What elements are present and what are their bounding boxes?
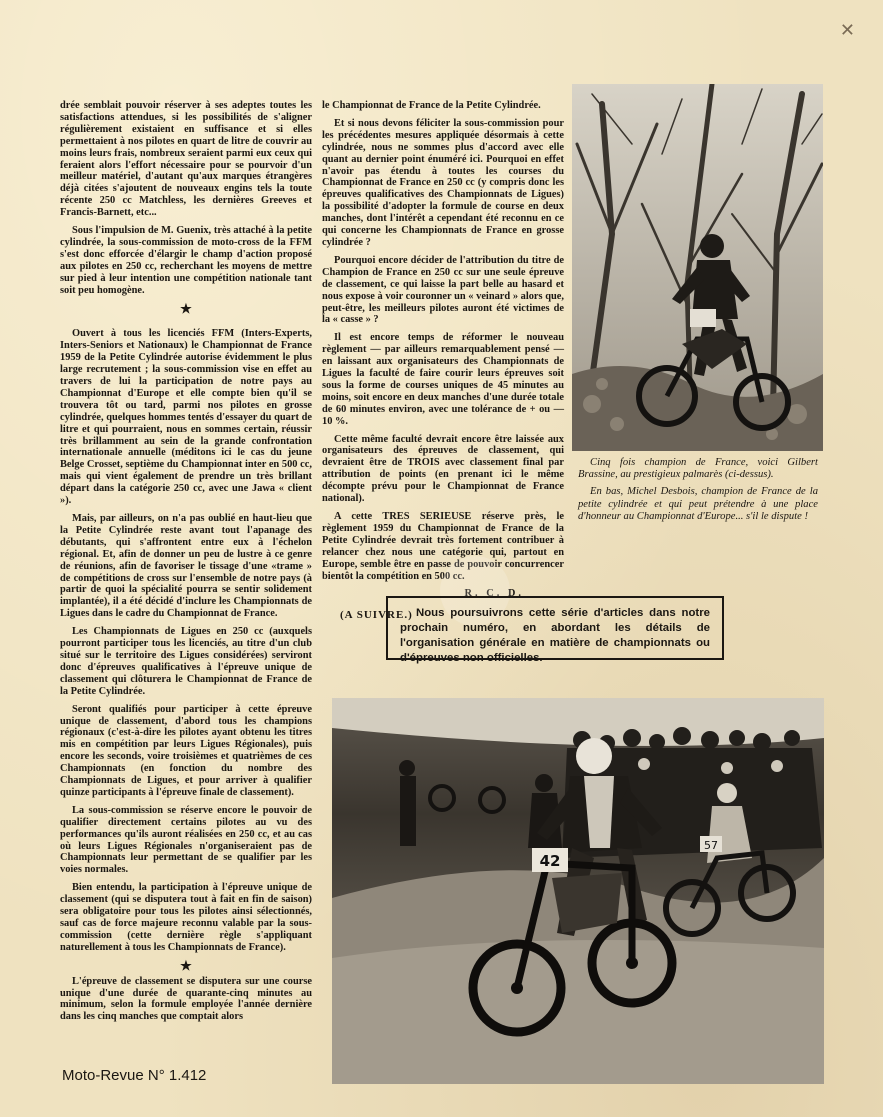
article-column-2 — [322, 100, 564, 622]
photo-caption — [578, 457, 818, 528]
photo-michel-desbois — [332, 698, 824, 1084]
author-byline: R. C. D. — [464, 588, 524, 600]
star-separator: ★ — [180, 300, 192, 316]
paragraph: Mais, par ailleurs, on n'a pas oublié en haut-lieu que la Petite Cylindrée reste avant tout l'apanage des débutants, qui s'affrontent entre eux à l'échelon régional. Et, afin de donner un peu de lustre à ce genre de réunions, afin de favoriser le tissage d'une «trame » de compétitions de cross sur l'ensemble de notre pays (à partir de quoi la spécialité pourra se sentir solidement implantée), il a été décidé d'inclure les Championnats de Ligues dans le cadre du Championnat de France. — [60, 513, 312, 620]
front-rider-number: 42 — [539, 852, 561, 870]
paragraph: Sous l'impulsion de M. Guenix, très attaché à la petite cylindrée, la sous-commission de moto-cross de la FFM s'est donc efforcée d'élargir le champ d'action proposé aux pilotes en 250 cc, recherchant les moyens de mettre sur pied à leur intention une compétition nationale tant soit peu homogène. — [60, 225, 312, 296]
photo-race-scene — [332, 698, 824, 1084]
star-separator: ★ — [180, 957, 192, 973]
magazine-footer: Moto-Revue N° 1.412 — [62, 1067, 207, 1084]
photo-gilbert-brassine — [572, 84, 823, 451]
paragraph: Pourquoi encore décider de l'attribution du titre de Champion de France en 250 cc sur une seule épreuve de classement, ce qui laisse la part belle au hasard et nous expose à voir couronner un « veinard » alors que, peut-être, les meilleurs pilotes auront été victimes de la « casse » ? — [322, 254, 564, 326]
paragraph: Bien entendu, la participation à l'épreuve unique de classement (qui se disputera tout à fait en fin de saison) sera obligatoire pour tous les pilotes ainsi sélectionnés, sauf cas de force majeure reconnu valable par la sous-commission (cette dernière règle s'appliquant naturellement à tous les Championnats de France). — [60, 882, 312, 953]
next-issue-notice: Nous poursuivrons cette série d'articles dans notre prochain numéro, en abordant les détails de l'organisation générale en matière de championnats ou d'épreuves non officielles. — [386, 596, 724, 660]
paragraph: L'épreuve de classement se disputera sur une course unique d'une durée de quarante-cinq minutes au minimum, selon la formule employée l'année dernière dans les cinq manches que comptait alors — [60, 975, 312, 1023]
to-be-continued: (A SUIVRE.) — [340, 609, 413, 622]
paragraph: Et si nous devons féliciter la sous-commission pour les précédentes mesures appliquée désormais à cette cylindrée, nous ne sommes plus d'accord avec elle quant au dernier point énuméré ici. Pourquoi en effet n'avoir pas étendu à toutes les courses du Championnat de France en 250 cc (y compris donc les épreuves qualificatives des Championnats de Ligues) la possibilité d'adopter la formule de course en deux manches, dont l'intérêt a cependant été reconnu en ce qui concerne les Championnats de France en grosse cylindrée ? — [322, 117, 564, 248]
paragraph: A cette TRES SERIEUSE réserve près, le règlement 1959 du Championnat de France de la Petite Cylindrée devrait très fortement contribuer à relancer chez nous une catégorie qui, partout en Europe, semble être en passe de pouvoir concurrencer bientôt la compétition en 500 cc. — [322, 511, 564, 582]
paragraph: Seront qualifiés pour participer à cette épreuve unique de classement, d'abord tous les champions régionaux (c'est-à-dire les pilotes ayant obtenu les titres mis en compétition par leurs Ligues Régionales), puis encore les seconds, voire troisièmes et quatrièmes de ces Championnats (en fonction du nombre des Championnats de Ligues, et pour arriver à qualifier quinze participants à l'épreuve finale de classement). — [60, 703, 312, 798]
corner-mark: ✕ — [839, 20, 855, 41]
caption-top-photo: Cinq fois champion de France, voici Gilbert Brassine, au prestigieux palmarès (ci-dessus). — [578, 457, 818, 481]
caption-bottom-photo: En bas, Michel Desbois, champion de France de la petite cylindrée et qui peut prétendre à une place d'honneur au Championnat d'Europe... s'il le dispute ! — [578, 486, 818, 522]
article-column-1 — [60, 100, 312, 1029]
paragraph: La sous-commission se réserve encore le pouvoir de qualifier directement certains pilotes au vu des performances qu'ils auront réalisées en 250 cc, et au cas où leurs Ligues Régionales n'organiseraient pas de Championnats leur permettant de se qualifier par les voies normales. — [60, 804, 312, 876]
rear-rider-number: 57 — [704, 839, 718, 852]
paragraph: Les Championnats de Ligues en 250 cc (auxquels pourront participer tous les licenciés, au titre d'un club situé sur le territoire des Ligues considérées) serviront donc d'épreuves qualificatives à l'épreuve unique de classement qui clôturera le Championnat de France de la Petite Cylindrée. — [60, 626, 312, 697]
paragraph: le Championnat de France de la Petite Cylindrée. — [322, 100, 541, 111]
paragraph: drée semblait pouvoir réserver à ses adeptes toutes les satisfactions attendues, si les possibilités de s'aligner régulièrement existaient en suffisance et si elles permettaient à nos pilotes en quart de litre de couvrir au moins leurs frais, nombreux seraient parmi eux ceux qui feraient alors l'effort nécessaire pour se pourvoir d'un meilleur matériel, d'autant qu'aux marques étrangères déjà citées s'ajoutent de nouveaux engins tels la toute récente 250 cc Matchless, les dernières Greeves et Francis-Barnett, etc... — [60, 100, 312, 219]
paragraph: Il est encore temps de réformer le nouveau règlement — par ailleurs remarquablement pensé — en laissant aux organisateurs des Championnats de Ligues la faculté de faire courir leurs épreuves soit sous la forme de courses uniques de 45 minutes au moins, soit encore en deux manches d'une durée totale de 60 minutes environ, avec une tolérance de + ou — 10 %. — [322, 332, 564, 427]
paragraph: Cette même faculté devrait encore être laissée aux organisateurs des épreuves de classement, qui devraient être de TROIS avec classement final par attribution de points (en prenant ici le même décompte prévu pour le Championnat de France national). — [322, 433, 564, 505]
photo-rider-woods — [572, 84, 823, 451]
paragraph: Ouvert à tous les licenciés FFM (Inters-Experts, Inters-Seniors et Nationaux) le Championnat de France 1959 de la Petite Cylindrée autorise évidemment le plus large recrutement ; la sous-commission vise en effet au travers de lui la participation de notre pays au Championnat d'Europe et elle compte bien qu'il se trouvera tôt ou tard, parmi nos pilotes en grosse cylindrée, quelques hommes tentés d'essayer du quart de litre et qui pourraient, nous en sommes certain, réussir très brillamment au sein de la grande confrontation internationale annuelle (méditons ici le cas du jeune Belge Crosset, septième du Championnat inter en 500 cc, mais qui vient également de prendre un très brillant départ dans la catégorie 250 cc, avec une Jawa « client »). — [60, 328, 312, 507]
